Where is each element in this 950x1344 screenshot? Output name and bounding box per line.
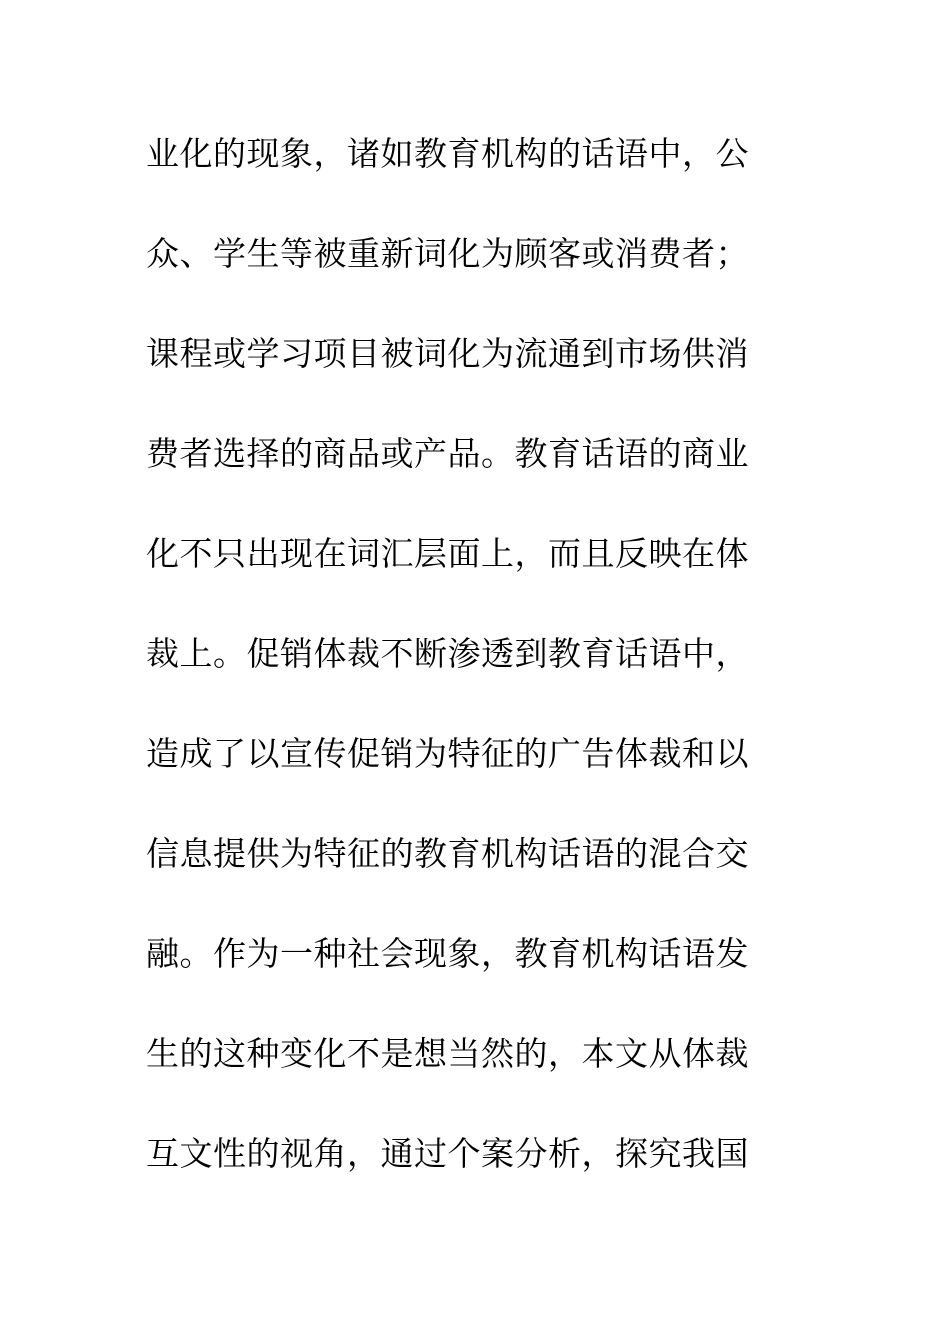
text-line: 造成了以宣传促销为特征的广告体裁和以 — [146, 734, 749, 773]
text-line: 融。作为一种社会现象，教育机构话语发 — [146, 934, 749, 973]
body-text — [146, 126, 806, 1226]
text-line: 裁上。促销体裁不断渗透到教育话语中， — [146, 634, 749, 673]
text-line: 信息提供为特征的教育机构话语的混合交 — [146, 834, 749, 873]
text-line: 课程或学习项目被词化为流通到市场供消 — [146, 334, 749, 373]
text-line: 互文性的视角，通过个案分析，探究我国 — [146, 1134, 749, 1173]
text-line: 生的这种变化不是想当然的，本文从体裁 — [146, 1034, 749, 1073]
text-line: 众、学生等被重新词化为顾客或消费者； — [146, 234, 749, 273]
text-line: 化不只出现在词汇层面上，而且反映在体 — [146, 534, 749, 573]
text-line: 费者选择的商品或产品。教育话语的商业 — [146, 434, 749, 473]
text-line: 业化的现象，诸如教育机构的话语中，公 — [146, 134, 749, 173]
